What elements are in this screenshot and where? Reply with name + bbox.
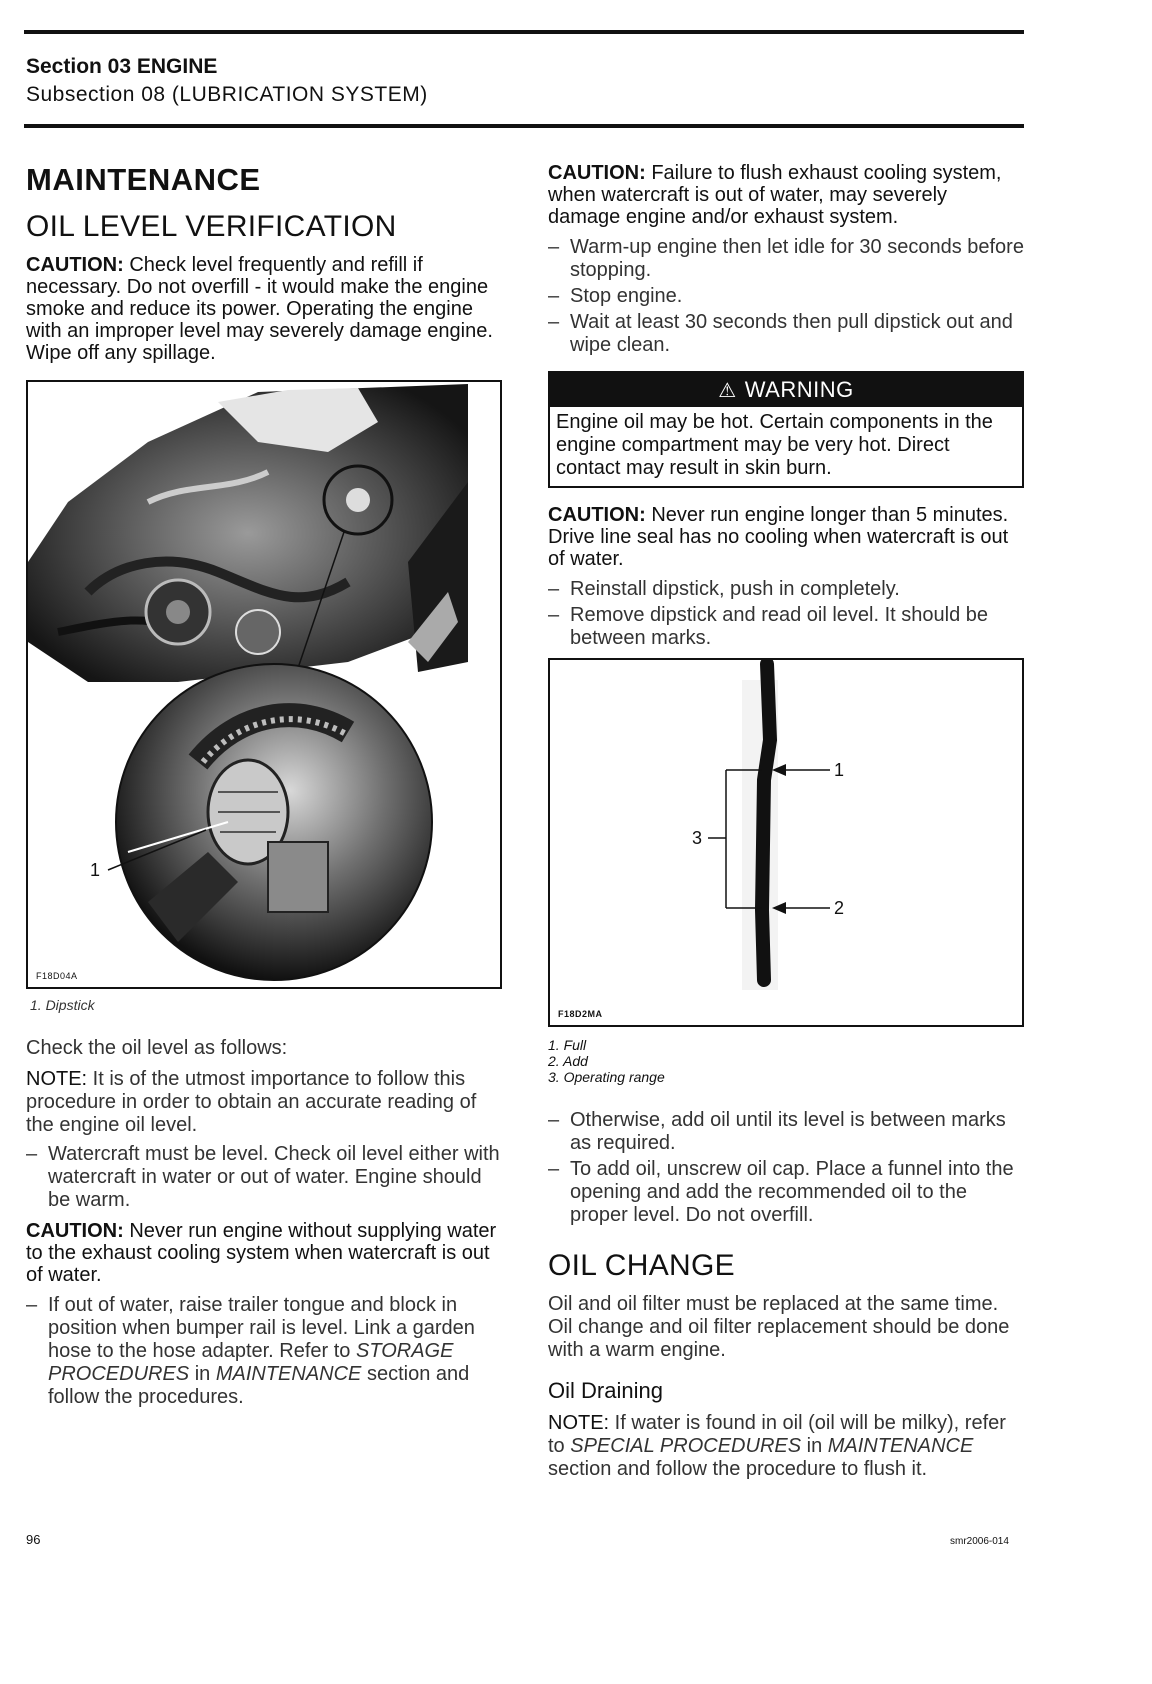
caution-label: CAUTION: [548, 504, 646, 526]
list-item: – Otherwise, add oil until its level is between marks as required. [548, 1109, 1024, 1155]
note-label: NOTE: [26, 1068, 88, 1090]
special-procedures-ref: SPECIAL PROCEDURES [570, 1435, 802, 1457]
list-item: – Reinstall dipstick, push in completely. [548, 578, 1024, 601]
right-column [548, 162, 1024, 1481]
caution-text: Never run engine longer than 5 minutes. Drive line seal has no cooling when watercraft is out of water. [548, 504, 1009, 570]
note-text: If water is found in oil (oil will be milky), refer to [548, 1412, 1006, 1457]
dipstick-label-full: 1 [834, 760, 845, 780]
header-bottom-rule [24, 124, 1024, 128]
maintenance-ref: MAINTENANCE [215, 1363, 362, 1385]
note-label: NOTE: [548, 1412, 610, 1434]
list-item-text: in [189, 1363, 216, 1385]
note-milky-oil [548, 1412, 1024, 1481]
caution-flush [548, 162, 1024, 228]
note-text: section and follow the procedure to flush it. [548, 1458, 928, 1480]
list-item: – Wait at least 30 seconds then pull dipstick out and wipe clean. [548, 311, 1024, 357]
note-utmost [26, 1068, 502, 1137]
maintenance-heading: MAINTENANCE [26, 162, 261, 197]
warning-box [548, 371, 1024, 488]
warning-title: WARNING [744, 377, 854, 402]
caution-text: Failure to flush exhaust cooling system, when watercraft is out of water, may severely damage engine and/or exhaust system. [548, 162, 1002, 228]
subsection-title: Subsection 08 (LUBRICATION SYSTEM) [26, 83, 428, 106]
caution-label: CAUTION: [26, 254, 124, 276]
document-code: smr2006-014 [950, 1536, 1009, 1547]
add-oil-steps-list [548, 1109, 1024, 1227]
oil-draining-heading: Oil Draining [548, 1378, 663, 1403]
oil-change-heading: OIL CHANGE [548, 1249, 735, 1282]
level-steps-list [26, 1143, 502, 1212]
engine-compartment-photo [28, 382, 500, 987]
dipstick-steps-list [548, 578, 1024, 650]
figure-code: F18D04A [36, 971, 78, 981]
figure-code: F18D2MA [558, 1009, 603, 1019]
list-item: – To add oil, unscrew oil cap. Place a funnel into the opening and add the recommended oil to the proper level. Do not overfill. [548, 1158, 1024, 1227]
caution-label: CAUTION: [548, 162, 646, 184]
caution-never-run [26, 1220, 502, 1286]
dipstick-diagram [550, 660, 1022, 1025]
warning-triangle-icon: ⚠ [718, 380, 737, 402]
list-item-text: If out of water, raise trailer tongue and block in position when bumper rail is level. Link a garden hose to the hose adapter. Refer to [48, 1294, 475, 1362]
dipstick-label-add: 2 [834, 898, 845, 918]
figure-callout-1: 1 [90, 860, 101, 880]
list-item: – Stop engine. [548, 285, 1024, 308]
page-number: 96 [26, 1532, 41, 1547]
left-column [26, 162, 502, 1417]
note-text: It is of the utmost importance to follow this procedure in order to obtain an accurate reading of the engine oil level. [26, 1068, 477, 1136]
caution-five-minutes [548, 504, 1024, 570]
engine-photo-figure [26, 380, 502, 989]
list-item: – Warm-up engine then let idle for 30 seconds before stopping. [548, 236, 1024, 282]
list-item: – Watercraft must be level. Check oil level either with watercraft in water or out of water. Engine should be warm. [26, 1143, 502, 1212]
oil-change-text: Oil and oil filter must be replaced at the same time. Oil change and oil filter replacement should be done with a warm engine. [548, 1293, 1010, 1361]
note-text: in [801, 1435, 828, 1457]
figure-caption: 1. Dipstick [30, 997, 95, 1013]
section-title: Section 03 ENGINE [26, 55, 218, 78]
out-of-water-list [26, 1294, 502, 1409]
caption-operating-range: 3. Operating range [548, 1069, 665, 1085]
header-top-rule [24, 30, 1024, 34]
check-intro: Check the oil level as follows: [26, 1037, 288, 1059]
caution-text: Never run engine without supplying water to the exhaust cooling system when watercraft is out of water. [26, 1220, 497, 1286]
warning-text: Engine oil may be hot. Certain components in the engine compartment may be very hot. Direct contact may result in skin burn. [556, 411, 993, 479]
caution-text: Check level frequently and refill if necessary. Do not overfill - it would make the engine smoke and reduce its power. Operating the engine with an improper level may severely damage engine. Wipe off any spillage. [26, 254, 493, 364]
dipstick-figure [548, 658, 1024, 1027]
caution-check-level [26, 254, 502, 364]
list-item [26, 1294, 502, 1409]
storage-procedures-ref: STORAGE PROCEDURES [48, 1340, 454, 1385]
caption-full: 1. Full [548, 1037, 587, 1053]
caution-label: CAUTION: [26, 1220, 124, 1242]
warning-header [550, 373, 1022, 407]
caption-add: 2. Add [548, 1053, 588, 1069]
list-item-text: section and follow the procedures. [48, 1363, 470, 1408]
maintenance-ref: MAINTENANCE [827, 1435, 974, 1457]
list-item: – Remove dipstick and read oil level. It should be between marks. [548, 604, 1024, 650]
dipstick-captions [548, 1037, 1024, 1085]
dipstick-label-range: 3 [692, 828, 703, 848]
oil-level-verification-heading: OIL LEVEL VERIFICATION [26, 210, 397, 243]
warmup-steps-list [548, 236, 1024, 357]
